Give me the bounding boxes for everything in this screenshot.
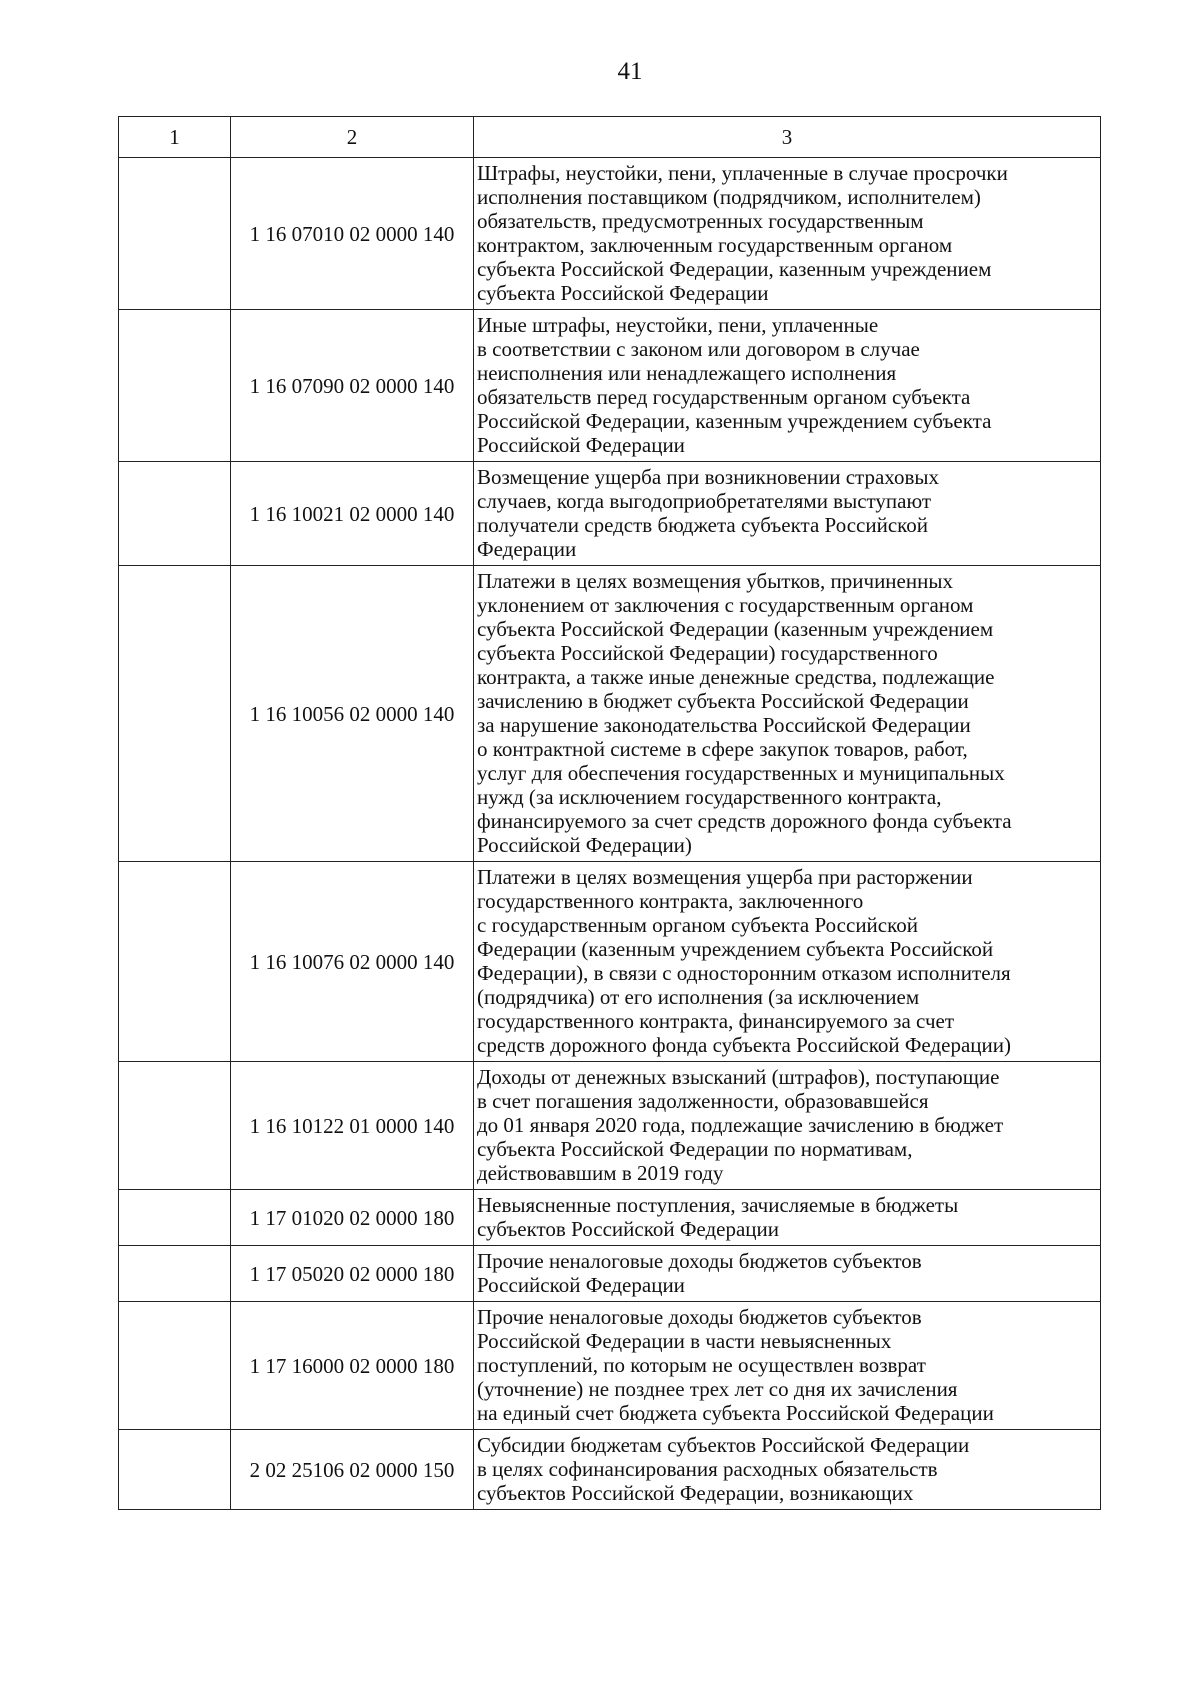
description-line: о контрактной системе в сфере закупок товаров, работ, — [477, 737, 968, 761]
table-row — [119, 1190, 1101, 1246]
description-line: получатели средств бюджета субъекта Российской — [477, 513, 929, 537]
budget-code-cell: 1 16 10122 01 0000 140 — [231, 1062, 474, 1190]
description-cell — [474, 1062, 1101, 1190]
description-line: Доходы от денежных взысканий (штрафов), поступающие — [477, 1065, 1000, 1089]
table-row — [119, 1302, 1101, 1430]
budget-code-cell: 1 16 10021 02 0000 140 — [231, 462, 474, 566]
description-line: Федерации — [477, 537, 577, 561]
description-cell — [474, 1190, 1101, 1246]
header-cell-col1: 1 — [119, 117, 231, 158]
description-line: контрактом, заключенным государственным органом — [477, 233, 953, 257]
description-line: государственного контракта, заключенного — [477, 889, 864, 913]
table-row — [119, 1062, 1101, 1190]
description-line: Платежи в целях возмещения ущерба при расторжении — [477, 865, 973, 889]
description-line: до 01 января 2020 года, подлежащие зачислению в бюджет — [477, 1113, 1004, 1137]
budget-code-cell: 1 16 10076 02 0000 140 — [231, 862, 474, 1062]
description-line: (уточнение) не позднее трех лет со дня их зачисления — [477, 1377, 958, 1401]
table-row — [119, 862, 1101, 1062]
description-line: зачислению в бюджет субъекта Российской Федерации — [477, 689, 969, 713]
description-line: Штрафы, неустойки, пени, уплаченные в случае просрочки — [477, 161, 1008, 185]
description-line: на единый счет бюджета субъекта Российской Федерации — [477, 1401, 994, 1425]
description-line: исполнения поставщиком (подрядчиком, исполнителем) — [477, 185, 981, 209]
budget-code-cell: 1 17 16000 02 0000 180 — [231, 1302, 474, 1430]
row-col1-cell — [119, 1062, 231, 1190]
row-col1-cell — [119, 1430, 231, 1510]
description-line: субъектов Российской Федерации, возникающих — [477, 1481, 914, 1505]
description-line: за нарушение законодательства Российской Федерации — [477, 713, 971, 737]
table-row — [119, 158, 1101, 310]
description-line: нужд (за исключением государственного контракта, — [477, 785, 942, 809]
description-line: действовавшим в 2019 году — [477, 1161, 724, 1185]
description-line: Прочие неналоговые доходы бюджетов субъектов — [477, 1249, 922, 1273]
description-line: Российской Федерации) — [477, 833, 692, 857]
description-line: Платежи в целях возмещения убытков, причиненных — [477, 569, 953, 593]
description-cell — [474, 862, 1101, 1062]
description-line: Российской Федерации в части невыясненных — [477, 1329, 892, 1353]
description-cell — [474, 1302, 1101, 1430]
description-line: поступлений, по которым не осуществлен возврат — [477, 1353, 926, 1377]
description-line: Российской Федерации — [477, 1273, 685, 1297]
row-col1-cell — [119, 566, 231, 862]
row-col1-cell — [119, 1190, 231, 1246]
description-line: средств дорожного фонда субъекта Российской Федерации) — [477, 1033, 1012, 1057]
header-cell-col3: 3 — [474, 117, 1101, 158]
description-line: субъекта Российской Федерации, казенным учреждением — [477, 257, 992, 281]
row-col1-cell — [119, 310, 231, 462]
header-cell-col2: 2 — [231, 117, 474, 158]
description-line: обязательств, предусмотренных государственным — [477, 209, 924, 233]
page-number: 41 — [617, 58, 643, 85]
description-line: Российской Федерации — [477, 433, 685, 457]
description-cell — [474, 310, 1101, 462]
description-cell — [474, 158, 1101, 310]
description-line: Невыясненные поступления, зачисляемые в бюджеты — [477, 1193, 959, 1217]
table-row — [119, 310, 1101, 462]
description-line: финансируемого за счет средств дорожного фонда субъекта — [477, 809, 1012, 833]
description-line: случаев, когда выгодоприобретателями выступают — [477, 489, 932, 513]
row-col1-cell — [119, 158, 231, 310]
row-col1-cell — [119, 462, 231, 566]
description-line: в соответствии с законом или договором в случае — [477, 337, 920, 361]
description-line: уклонением от заключения с государственным органом — [477, 593, 974, 617]
description-line: субъекта Российской Федерации — [477, 281, 769, 305]
description-line: в целях софинансирования расходных обязательств — [477, 1457, 938, 1481]
revenue-codes-table — [118, 116, 1101, 1510]
description-cell — [474, 462, 1101, 566]
description-line: (подрядчика) от его исполнения (за исключением — [477, 985, 920, 1009]
description-line: с государственным органом субъекта Российской — [477, 913, 918, 937]
table-row — [119, 462, 1101, 566]
table-row — [119, 1430, 1101, 1510]
description-line: услуг для обеспечения государственных и муниципальных — [477, 761, 1005, 785]
description-line: государственного контракта, финансируемого за счет — [477, 1009, 955, 1033]
description-line: субъекта Российской Федерации (казенным учреждением — [477, 617, 994, 641]
description-line: контракта, а также иные денежные средства, подлежащие — [477, 665, 995, 689]
table-row — [119, 1246, 1101, 1302]
description-line: Федерации (казенным учреждением субъекта Российской — [477, 937, 994, 961]
description-line: Прочие неналоговые доходы бюджетов субъектов — [477, 1305, 922, 1329]
budget-code-cell: 1 17 01020 02 0000 180 — [231, 1190, 474, 1246]
row-col1-cell — [119, 862, 231, 1062]
table-row — [119, 566, 1101, 862]
description-cell — [474, 566, 1101, 862]
description-line: субъекта Российской Федерации) государственного — [477, 641, 938, 665]
description-line: в счет погашения задолженности, образовавшейся — [477, 1089, 929, 1113]
description-cell — [474, 1430, 1101, 1510]
row-col1-cell — [119, 1302, 231, 1430]
description-line: субъектов Российской Федерации — [477, 1217, 780, 1241]
description-line: обязательств перед государственным органом субъекта — [477, 385, 971, 409]
description-line: Российской Федерации, казенным учреждением субъекта — [477, 409, 992, 433]
row-col1-cell — [119, 1246, 231, 1302]
description-line: Федерации), в связи с односторонним отказом исполнителя — [477, 961, 1011, 985]
description-line: Возмещение ущерба при возникновении страховых — [477, 465, 939, 489]
description-cell — [474, 1246, 1101, 1302]
description-line: Субсидии бюджетам субъектов Российской Федерации — [477, 1433, 970, 1457]
description-line: Иные штрафы, неустойки, пени, уплаченные — [477, 313, 879, 337]
description-line: субъекта Российской Федерации по нормативам, — [477, 1137, 913, 1161]
budget-code-cell: 1 16 07090 02 0000 140 — [231, 310, 474, 462]
budget-code-cell: 1 16 10056 02 0000 140 — [231, 566, 474, 862]
table-header-row — [119, 117, 1101, 158]
budget-code-cell: 1 16 07010 02 0000 140 — [231, 158, 474, 310]
budget-code-cell: 2 02 25106 02 0000 150 — [231, 1430, 474, 1510]
budget-code-cell: 1 17 05020 02 0000 180 — [231, 1246, 474, 1302]
description-line: неисполнения или ненадлежащего исполнения — [477, 361, 897, 385]
